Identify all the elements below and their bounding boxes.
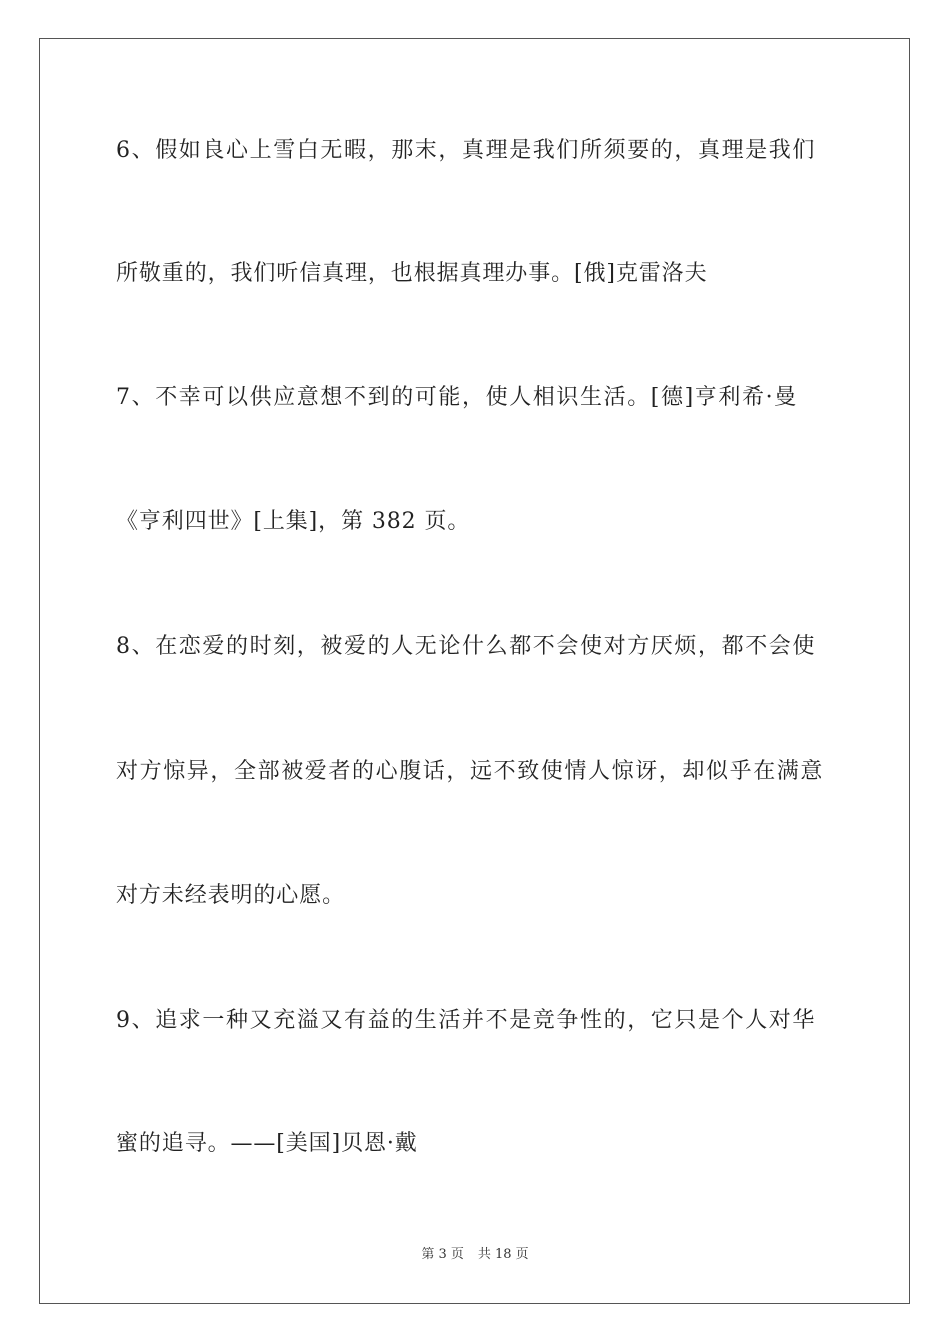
quote-9-line-1: 9、追求一种又充溢又有益的生活并不是竞争性的，它只是个人对华 — [116, 1008, 816, 1033]
quote-7-line-1: 7、不幸可以供应意想不到的可能，使人相识生活。[德]亨利希·曼 — [116, 385, 798, 410]
quote-6-line-2: 所敬重的，我们听信真理，也根据真理办事。[俄]克雷洛夫 — [116, 261, 708, 286]
quote-7-line-2: 《亨利四世》[上集]，第 382 页。 — [116, 509, 471, 534]
quote-9-line-2: 蜜的追寻。——[美国]贝恩·戴 — [116, 1131, 418, 1156]
page-footer — [0, 1247, 950, 1263]
quote-8-line-3: 对方未经表明的心愿。 — [116, 883, 346, 908]
quote-8-line-2: 对方惊异，全部被爱者的心腹话，远不致使情人惊讶，却似乎在满意 — [116, 759, 825, 784]
page-border — [39, 38, 910, 1304]
page-total: 共 18 页 — [477, 1247, 529, 1262]
page-number: 第 3 页 — [421, 1247, 464, 1262]
quote-6-line-1: 6、假如良心上雪白无暇，那末，真理是我们所须要的，真理是我们 — [116, 138, 816, 163]
quote-8-line-1: 8、在恋爱的时刻，被爱的人无论什么都不会使对方厌烦，都不会使 — [116, 634, 816, 659]
